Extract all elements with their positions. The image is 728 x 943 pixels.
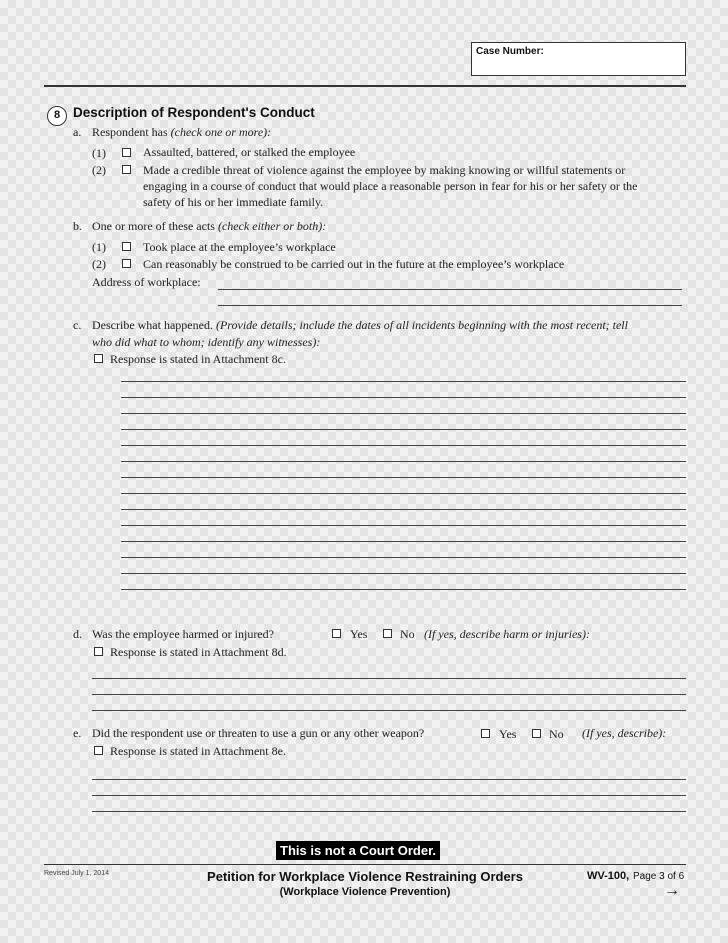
item-e-letter: e. xyxy=(73,726,82,740)
item-e-yes-label: Yes xyxy=(499,727,517,741)
item-c-letter: c. xyxy=(73,318,82,332)
item-b2-checkbox[interactable] xyxy=(122,259,131,268)
response-line[interactable] xyxy=(121,573,686,574)
address-label: Address of workplace: xyxy=(92,275,201,289)
item-e-attachment-checkbox[interactable] xyxy=(94,746,103,755)
item-b-letter: b. xyxy=(73,219,82,233)
response-line[interactable] xyxy=(121,461,686,462)
response-line[interactable] xyxy=(121,525,686,526)
page-number: Page 3 of 6 xyxy=(633,871,685,882)
response-line[interactable] xyxy=(121,381,686,382)
item-a1-text: Assaulted, battered, or stalked the employee xyxy=(143,145,356,159)
item-b1-number: (1) xyxy=(92,240,106,254)
item-d-question: Was the employee harmed or injured? xyxy=(92,627,274,641)
item-a1-number: (1) xyxy=(92,146,106,160)
item-e-attachment-label: Response is stated in Attachment 8e. xyxy=(110,744,286,758)
weapon-response-line[interactable] xyxy=(92,779,686,780)
item-a2-text-line2: engaging in a course of conduct that would place a reasonable person in fear for his or her safety or the xyxy=(143,179,638,193)
weapon-response-line[interactable] xyxy=(92,811,686,812)
form-id: WV-100, xyxy=(587,870,630,882)
item-b1-text: Took place at the employee’s workplace xyxy=(143,240,336,254)
top-divider xyxy=(44,85,686,87)
item-d-yes-checkbox[interactable] xyxy=(332,629,341,638)
next-page-arrow-icon[interactable]: → xyxy=(664,882,680,899)
case-number-label: Case Number: xyxy=(476,46,544,57)
item-d-letter: d. xyxy=(73,627,82,641)
harm-response-line[interactable] xyxy=(92,694,686,695)
item-a-intro: Respondent has (check one or more): xyxy=(92,125,272,139)
item-a-letter: a. xyxy=(73,125,82,139)
item-a2-checkbox[interactable] xyxy=(122,165,131,174)
address-line-1[interactable] xyxy=(218,289,682,290)
item-b2-number: (2) xyxy=(92,257,106,271)
item-d-hint: (If yes, describe harm or injuries): xyxy=(424,627,590,641)
item-b-intro: One or more of these acts (check either or both): xyxy=(92,219,327,233)
item-d-no-label: No xyxy=(400,627,415,641)
item-c-attachment-label: Response is stated in Attachment 8c. xyxy=(110,352,286,366)
response-line[interactable] xyxy=(121,477,686,478)
response-line[interactable] xyxy=(121,589,686,590)
item-e-yes-checkbox[interactable] xyxy=(481,729,490,738)
response-line[interactable] xyxy=(121,493,686,494)
item-e-question: Did the respondent use or threaten to use a gun or any other weapon? xyxy=(92,726,425,740)
harm-response-line[interactable] xyxy=(92,710,686,711)
item-c-intro: Describe what happened. (Provide details; include the dates of all incidents beginning with the most recent; tell xyxy=(92,318,628,332)
response-line[interactable] xyxy=(121,429,686,430)
item-c-attachment-checkbox[interactable] xyxy=(94,354,103,363)
item-e-hint: (If yes, describe): xyxy=(582,726,667,740)
response-line[interactable] xyxy=(121,541,686,542)
item-d-no-checkbox[interactable] xyxy=(383,629,392,638)
response-line[interactable] xyxy=(121,413,686,414)
response-line[interactable] xyxy=(121,445,686,446)
weapon-response-line[interactable] xyxy=(92,795,686,796)
address-line-2[interactable] xyxy=(218,305,682,306)
response-line[interactable] xyxy=(121,509,686,510)
item-e-no-label: No xyxy=(549,727,564,741)
item-a1-checkbox[interactable] xyxy=(122,148,131,157)
not-court-order-notice: This is not a Court Order. xyxy=(276,841,440,860)
item-d-yes-label: Yes xyxy=(350,627,368,641)
item-a2-number: (2) xyxy=(92,163,106,177)
response-line[interactable] xyxy=(121,557,686,558)
item-a2-text-line1: Made a credible threat of violence against the employee by making knowing or willful statements or xyxy=(143,163,626,177)
item-d-attachment-checkbox[interactable] xyxy=(94,647,103,656)
form-subtitle: (Workplace Violence Prevention) xyxy=(279,886,451,898)
item-b2-text: Can reasonably be construed to be carried out in the future at the employee’s workplace xyxy=(143,257,565,271)
item-b1-checkbox[interactable] xyxy=(122,242,131,251)
response-line[interactable] xyxy=(121,397,686,398)
section-title: Description of Respondent's Conduct xyxy=(73,105,315,120)
case-number-box[interactable] xyxy=(471,42,686,76)
item-e-no-checkbox[interactable] xyxy=(532,729,541,738)
footer-divider xyxy=(44,864,686,865)
revised-date: Revised July 1, 2014 xyxy=(44,870,109,877)
item-a2-text-line3: safety of his or her immediate family. xyxy=(143,195,324,209)
form-title: Petition for Workplace Violence Restraining Orders xyxy=(207,869,523,884)
item-d-attachment-label: Response is stated in Attachment 8d. xyxy=(110,645,287,659)
item-c-hint-line2: who did what to whom; identify any witnesses): xyxy=(92,335,321,349)
harm-response-line[interactable] xyxy=(92,678,686,679)
section-number-badge: 8 xyxy=(47,106,67,126)
